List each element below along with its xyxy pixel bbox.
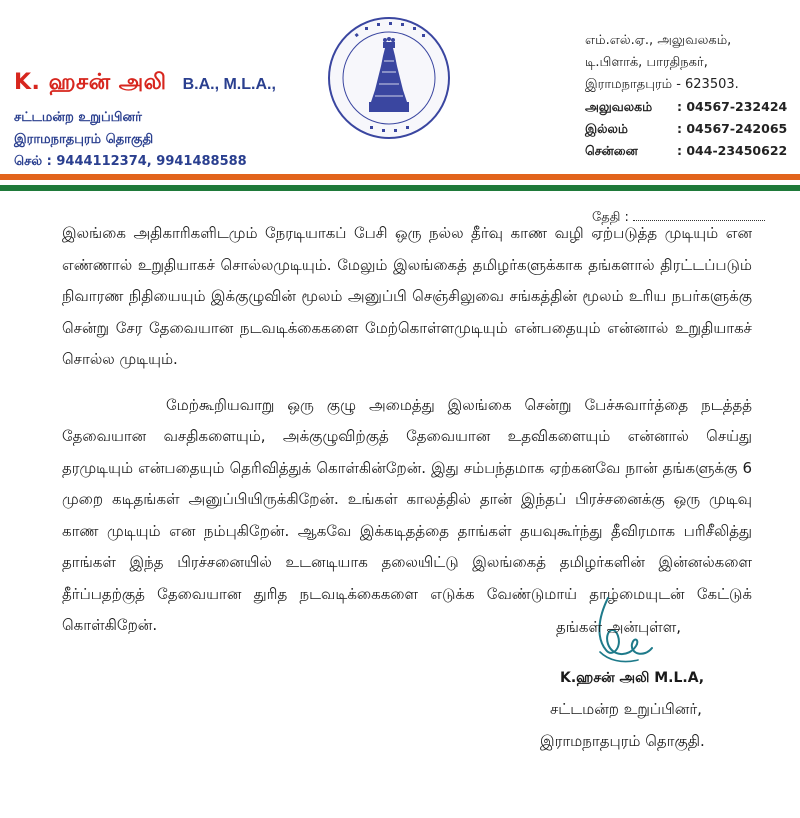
contact-office-value: : 04567-232424: [677, 99, 788, 114]
letterhead-left: [14, 70, 344, 170]
contact-chennai: [585, 140, 795, 162]
green-stripe: [0, 185, 800, 191]
letterhead-constituency: இராமநாதபுரம் தொகுதி: [14, 132, 154, 147]
address-line-3: இராமநாதபுரம் - 623503.: [585, 77, 739, 92]
white-stripe: [0, 182, 800, 184]
contact-home-label: இல்லம்: [585, 121, 628, 136]
saffron-stripe: [0, 174, 800, 180]
address-line-2: டி.பிளாக், பாரதிநகர்,: [585, 55, 708, 70]
letterhead-mobile: செல் : 9444112374, 9941488588: [14, 154, 247, 169]
tamil-nadu-emblem: [325, 14, 453, 142]
letterhead-role: சட்டமன்ற உறுப்பினர்: [14, 110, 142, 125]
letter-body: [62, 218, 752, 642]
body-paragraph-1: இலங்கை அதிகாரிகளிடமும் நேரடியாகப் பேசி ஒரு நல்ல தீர்வு காண வழி ஏற்படுத்த முடியும் என எண்ணால் உறுதியாகச் சொல்லமுடியும். மேலும் இலங்கைத் தமிழர்களுக்காக தங்களால் திரட்டப்படும் நிவாரண நிதியையும் இக்குழுவின் மூலம் அனுப்பி செஞ்சிலுவை சங்கத்தின் மூலம் உரிய நபர்களுக்கு சென்று சேர தேவையான நடவடிக்கைகளை மேற்கொள்ளமுடியும் என்பதையும் என்னால் உறுதியாகச் சொல்ல முடியும்.: [62, 224, 752, 368]
letterhead-stripes: [0, 172, 800, 194]
contact-office-label: அலுவலகம்: [585, 99, 653, 114]
letterhead-qualifications: B.A., M.L.A.,: [182, 76, 276, 93]
contact-home-value: : 04567-242065: [677, 121, 788, 136]
contact-home: [585, 118, 795, 140]
signatory-place: இராமநாதபுரம் தொகுதி.: [540, 732, 705, 750]
letterhead-right: [585, 30, 795, 162]
closing: தங்கள் அன்புள்ள,: [556, 618, 682, 636]
letterhead-name: K. ஹசன் அலி: [14, 70, 167, 95]
contact-chennai-value: : 044-23450622: [677, 143, 788, 158]
signatory-role: சட்டமன்ற உறுப்பினர்,: [550, 700, 702, 718]
contact-chennai-label: சென்னை: [585, 143, 638, 158]
signatory-name: K.ஹசன் அலி M.L.A,: [560, 670, 705, 686]
contact-office: [585, 96, 795, 118]
name-row: [14, 70, 344, 98]
address-line-1: எம்.எல்.ஏ., அலுவலகம்,: [585, 33, 732, 48]
body-paragraph-2: மேற்கூறியவாறு ஒரு குழு அமைத்து இலங்கை சென்று பேச்சுவார்த்தை நடத்தத் தேவையான வசதிகளையும், அக்குழுவிற்குத் தேவையான உதவிகளையும் என்னால் செய்து தரமுடியும் என்பதையும் தெரிவித்துக் கொள்கின்றேன். இது சம்பந்தமாக ஏற்கனவே நான் தங்களுக்கு 6 முறை கடிதங்கள் அனுப்பியிருக்கிறேன். உங்கள் காலத்தில் தான் இந்தப் பிரச்சனைக்கு ஒரு முடிவு காண முடியும் என நம்புகிறேன். ஆகவே இக்கடிதத்தை தாங்கள் தயவுகூர்ந்து தீவிரமாக பரிசீலித்து தாங்கள் இந்த பிரச்சனையில் உடனடியாக தலையிட்டு இலங்கைத் தமிழர்களின் இன்னல்களை தீர்ப்பதற்குத் தேவையான துரித நடவடிக்கைகளை எடுக்க வேண்டுமாய் தாழ்மையுடன் கேட்டுக் கொள்கிறேன்.: [62, 395, 752, 634]
date-label: தேதி :: [592, 210, 629, 225]
